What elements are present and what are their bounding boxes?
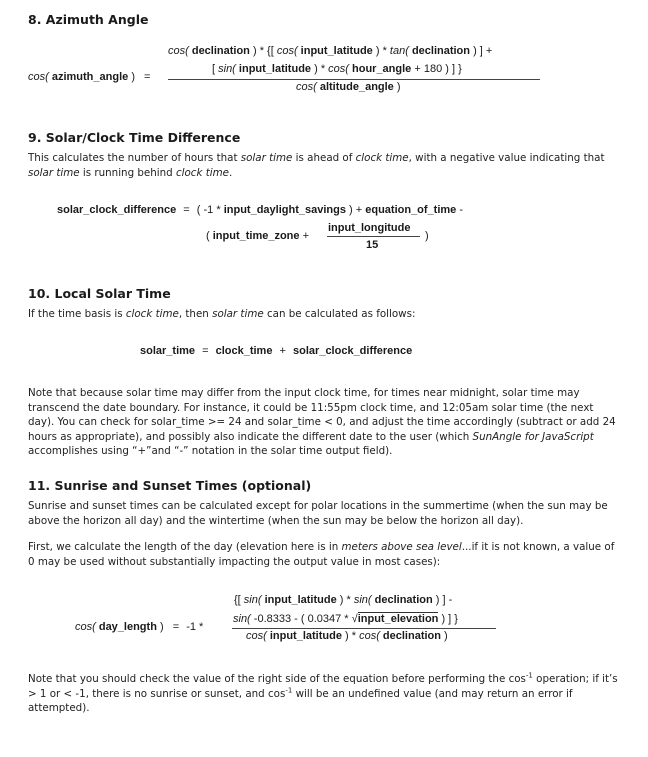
azimuth-denominator — [296, 81, 401, 93]
text: Note that you should check the value of the right side of the equation before performing the cos — [28, 673, 526, 685]
var: input_latitude — [264, 594, 337, 606]
fn: sin( — [243, 594, 262, 606]
section-11-paragraph-1: Sunrise and sunset times can be calculated except for polar locations in the summertime (when the sun may be above the horizon all day) and the wintertime (when the sun may be below the horizon all day). — [28, 500, 608, 527]
fn: sin( — [353, 594, 372, 606]
section-11-note — [28, 672, 618, 716]
text: clock time — [175, 166, 229, 179]
lhs-close: ) — [131, 71, 135, 83]
text: operation; if it’s > 1 or < -1, there is no sunrise or sunset, and cos — [28, 673, 618, 700]
text: SunAngle for JavaScript — [472, 430, 594, 443]
fn: sin( — [218, 63, 236, 75]
text: solar time — [240, 152, 293, 164]
text: , with a negative value indicating that — [408, 152, 605, 164]
section-9-paragraph — [28, 151, 618, 180]
text: If the time basis is — [28, 308, 126, 320]
text: meters above sea level — [341, 541, 462, 553]
var: declination — [411, 45, 470, 57]
text: solar time — [212, 308, 264, 320]
text: , then — [178, 308, 213, 320]
var: altitude_angle — [319, 81, 394, 93]
op: -0.8333 - ( 0.0347 * — [253, 613, 349, 625]
op: ) * — [314, 63, 326, 75]
equals-sign: = — [183, 204, 190, 216]
op: + 180 ) ] } — [414, 63, 462, 75]
var: input_longitude — [328, 222, 411, 234]
longitude-fraction-numerator — [328, 222, 410, 234]
var: input_latitude — [300, 45, 373, 57]
fn: cos( — [246, 630, 267, 642]
day-length-numerator-line1 — [234, 594, 452, 606]
section-11-paragraph-2 — [28, 540, 618, 569]
lhs-var: day_length — [98, 621, 157, 633]
fn: cos( — [328, 63, 349, 75]
op: ) ] - — [435, 594, 453, 606]
var: declination — [382, 630, 441, 642]
clock-diff-close — [425, 230, 429, 242]
op: ) — [159, 621, 164, 633]
op: ( -1 * — [196, 204, 221, 216]
var: declination — [374, 594, 433, 606]
text: clock time — [125, 308, 179, 320]
equals-sign: = — [202, 345, 209, 357]
lhs-var: azimuth_angle — [51, 71, 129, 83]
op: ) — [396, 81, 401, 93]
equals-sign: = — [144, 71, 151, 83]
text: Note that because solar time may differ from the input clock time, for times near midnight, solar time may transcend the date boundary. For instance, it could be 11:55pm clock time, and 12:05am solar time (the next day). You can check for solar_time >= 24 and solar_time < 0, and adjust the time accordingly (subtract or add 24 hours as appropriate), and possibly also indicate the different date to the user (which — [28, 387, 616, 443]
day-length-lhs — [75, 621, 203, 633]
azimuth-numerator-line1 — [168, 45, 492, 57]
text: ...if it is not known, a value of 0 may be used without substantially impacting the output value in most cases): — [28, 541, 615, 568]
azimuth-numerator-line2 — [212, 63, 462, 75]
day-length-numerator-line2 — [233, 613, 458, 625]
fn: cos( — [75, 621, 96, 633]
text: accomplishes using “+”and “-” notation in the solar time output field). — [28, 445, 393, 458]
var: clock_time — [215, 345, 273, 357]
op: -1 * — [186, 621, 204, 633]
lhs-var: solar_time — [140, 345, 196, 357]
text: . — [228, 166, 233, 179]
day-length-denominator — [246, 630, 448, 642]
var: input_elevation — [357, 613, 439, 625]
op: ) — [444, 630, 448, 642]
lhs-fn: cos( — [28, 71, 49, 83]
op: ) * — [345, 630, 357, 642]
var: input_latitude — [238, 63, 312, 75]
fn: cos( — [359, 630, 380, 642]
text: will be an undefined value (and may return an error if attempted). — [28, 687, 573, 715]
section-8-heading: 8. Azimuth Angle — [28, 12, 149, 27]
fraction-bar — [168, 79, 540, 80]
var: solar_clock_difference — [293, 345, 413, 357]
var: input_daylight_savings — [223, 204, 346, 216]
op: ( — [206, 230, 210, 242]
op: ) * {[ — [252, 45, 274, 57]
op: {[ — [234, 594, 241, 606]
longitude-fraction-denominator — [366, 239, 378, 251]
var: input_time_zone — [212, 230, 300, 242]
solar-time-equation — [140, 345, 412, 357]
section-10-paragraph — [28, 307, 618, 322]
equals-sign: = — [172, 621, 180, 633]
var: hour_angle — [352, 63, 412, 75]
azimuth-lhs — [28, 71, 150, 83]
text: solar time — [28, 166, 80, 179]
op: ) * — [375, 45, 387, 57]
text: is ahead of — [292, 152, 356, 164]
text: can be calculated as follows: — [263, 308, 416, 320]
op: + — [302, 230, 310, 242]
section-11-heading: 11. Sunrise and Sunset Times (optional) — [28, 478, 312, 493]
op: ) — [425, 230, 429, 242]
section-10-heading: 10. Local Solar Time — [28, 286, 171, 301]
var: declination — [191, 45, 250, 57]
superscript: -1 — [525, 671, 533, 680]
var: input_latitude — [269, 630, 342, 642]
clock-diff-line2 — [206, 230, 309, 242]
op: ) * — [339, 594, 351, 606]
sqrt-icon: √ — [351, 613, 358, 625]
fn: tan( — [389, 45, 409, 57]
text: clock time — [355, 152, 409, 164]
op: ) ] + — [473, 45, 493, 57]
op: - — [459, 204, 464, 216]
op: ) + — [349, 204, 363, 216]
fn: cos( — [276, 45, 298, 57]
text: First, we calculate the length of the day (elevation here is in — [28, 541, 342, 553]
fn: cos( — [168, 45, 189, 57]
lhs-var: solar_clock_difference — [57, 204, 177, 216]
text: is running behind — [79, 166, 176, 179]
fraction-bar — [232, 628, 496, 629]
op: ) ] } — [441, 613, 458, 625]
op: + — [279, 345, 286, 357]
fn: cos( — [296, 81, 317, 93]
clock-diff-line1 — [57, 204, 463, 216]
text: This calculates the number of hours that — [28, 152, 241, 164]
var: equation_of_time — [365, 204, 457, 216]
op: [ — [212, 63, 216, 75]
fraction-bar — [327, 236, 420, 237]
section-10-note — [28, 386, 618, 459]
fn: sin( — [233, 613, 251, 625]
section-9-heading: 9. Solar/Clock Time Difference — [28, 130, 241, 145]
var: 15 — [366, 239, 379, 251]
superscript: -1 — [285, 686, 293, 695]
